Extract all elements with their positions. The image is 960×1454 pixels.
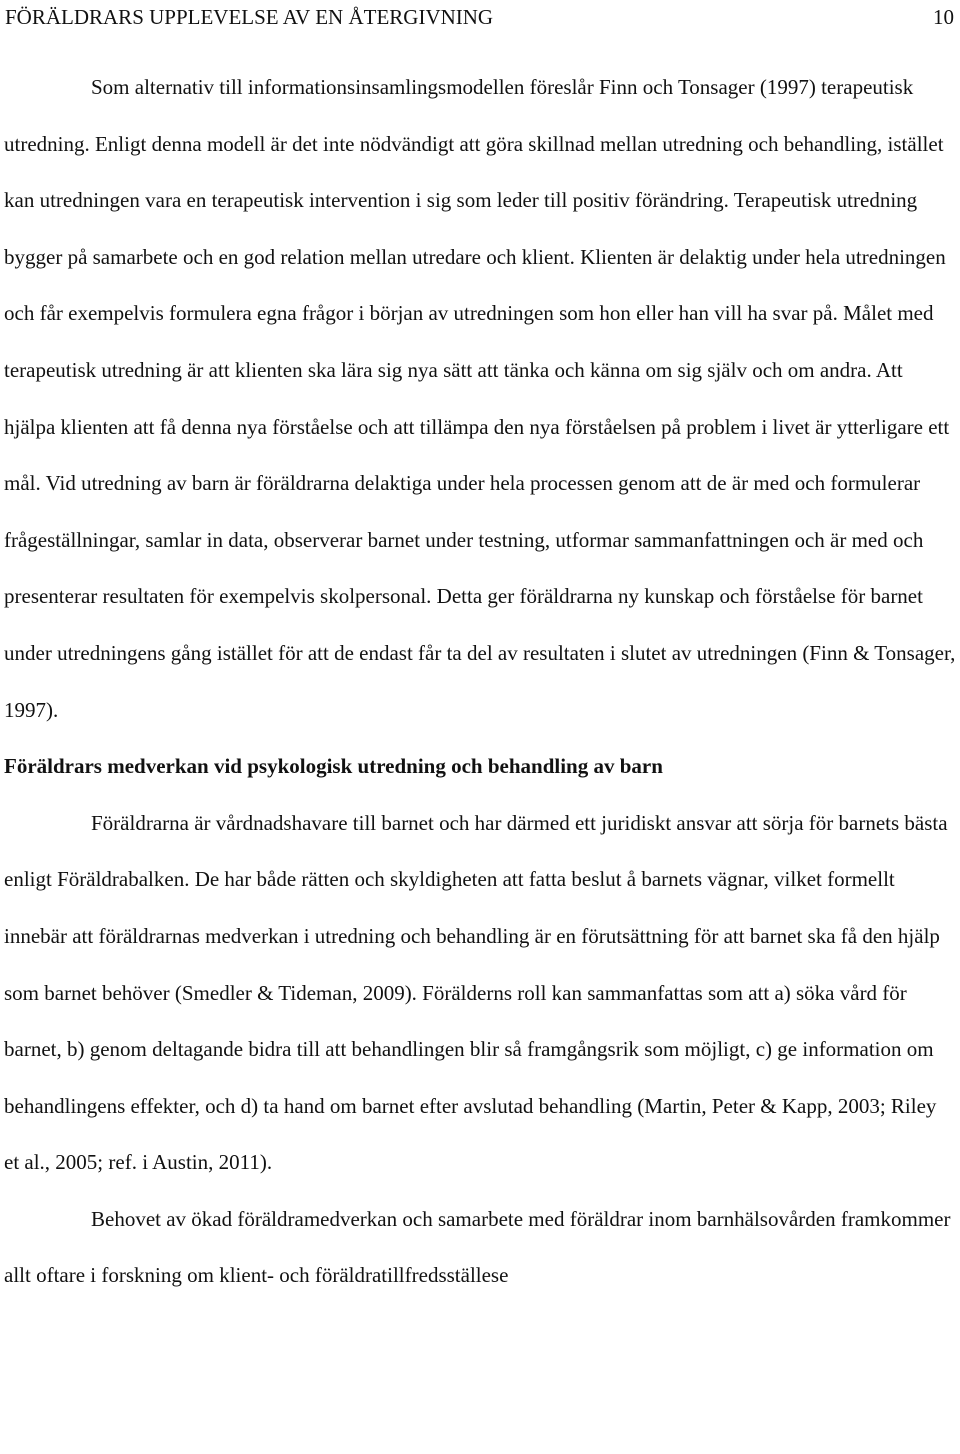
body-paragraph: Som alternativ till informationsinsamlingsmodellen föreslår Finn och Tonsager (1997) terapeutisk utredning. Enligt denna modell är det inte nödvändigt att göra skillnad mellan utredning och behandling, istället kan utredningen vara en terapeutisk intervention i sig som leder till positiv förändring. Terapeutisk utredning bygger på samarbete och en god relation mellan utredare och klient. Klienten är delaktig under hela utredningen och får exempelvis formulera egna frågor i början av utredningen som hon eller han vill ha svar på. Målet med terapeutisk utredning är att klienten ska lära sig nya sätt att tänka och känna om sig själv och om andra. Att hjälpa klienten att få denna nya förståelse och att tillämpa den nya förståelsen på problem i livet är ytterligare ett mål. Vid utredning av barn är föräldrarna delaktiga under hela processen genom att de är med och formulerar frågeställningar, samlar in data, observerar barnet under testning, utformar sammanfattningen och är med och presenterar resultaten för exempelvis skolpersonal. Detta ger föräldrarna ny kunskap och förståelse för barnet under utredningens gång istället för att de endast får ta del av resultaten i slutet av utredningen (Finn & Tonsager, 1997). (4, 75, 956, 722)
body-paragraph: Föräldrarna är vårdnadshavare till barnet och har därmed ett juridiskt ansvar att sörja för barnets bästa enligt Föräldrabalken. De har både rätten och skyldigheten att fatta beslut å barnets vägnar, vilket formellt innebär att föräldrarnas medverkan i utredning och behandling är en förutsättning för att barnet ska få den hjälp som barnet behöver (Smedler & Tideman, 2009). Förälderns roll kan sammanfattas som att a) söka vård för barnet, b) genom deltagande bidra till att behandlingen blir så framgångsrik som möjligt, c) ge information om behandlingens effekter, och d) ta hand om barnet efter avslutad behandling (Martin, Peter & Kapp, 2003; Riley et al., 2005; ref. i Austin, 2011). (4, 810, 948, 1175)
running-title: FÖRÄLDRARS UPPLEVELSE AV EN ÅTERGIVNING (5, 5, 494, 29)
page-number: 10 (933, 5, 954, 29)
section-heading: Föräldrars medverkan vid psykologisk utredning och behandling av barn (4, 754, 663, 779)
document-body (4, 59, 956, 1304)
running-head (5, 1, 954, 33)
body-paragraph: Behovet av ökad föräldramedverkan och samarbete med föräldrar inom barnhälsovården framkommer allt oftare i forskning om klient- och föräldratillfredsställese (4, 1206, 951, 1288)
